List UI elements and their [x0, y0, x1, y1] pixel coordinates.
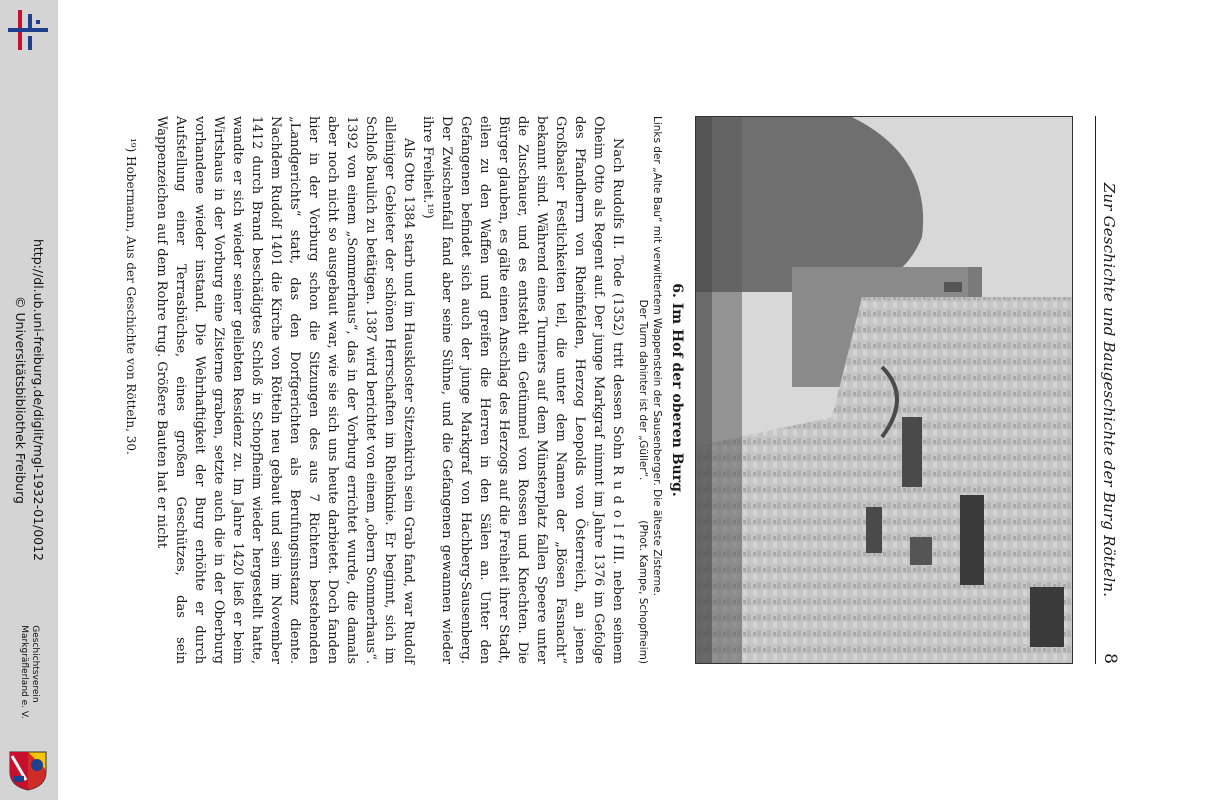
running-head	[1095, 116, 1121, 664]
viewer-sidebar	[0, 0, 58, 800]
society-line-2: Markgräflerland e. V.	[19, 625, 29, 719]
scanned-page	[124, 80, 1135, 700]
paragraph: Als Otto 1384 starb und im Hauskloster Sitzenkirch sein Grab fand, war Rudolf alleiniger Gebieter der schönen Herrschaften im Rheinknie. Er beginnt, sich im Schloß baulich zu betätigen. 1387 wird berichtet von einem „obern Sommerhaus“. 1392 von einem „Sommerhaus“, das in der Vorburg errichtet wurde, die damals aber noch nicht so ausgebaut war, wie sie sich uns heute darbietet. Doch fanden hier in der Vorburg schon die Sitzungen des aus 7 Richtern bestehenden „Landgerichts“ statt, das den Dorfgerichten als Berufungsinstanz diente. Nachdem Rudolf 1401 die Kirche von Rötteln neu gebaut und sein im November 1412 durch Brand beschädigtes Schloß in Schopfheim wieder hergestellt hatte, wandte er sich wieder seiner geliebten Residenz zu. Im Jahre 1420 ließ er beim Wirtshaus in der Vorburg eine Zisterne graben, setzte auch die in der Oberburg vorhandene wieder instand. Die Wehrhaftigkeit der Burg erhöhte er durch Aufstellung einer Terrasbüchse, eines großen Geschützes, das sein Wappenzeichen auf dem Rohre trug. Größere Bauten hat er nicht	[154, 116, 416, 664]
permalink-block	[11, 239, 47, 561]
society-line-1: Geschichtsverein	[30, 625, 40, 703]
society-name	[18, 625, 40, 718]
photo-caption-line-1: Links der „Alte Bau“ mit verwittertem Wappenstein der Sausenberger. Die älteste Zisterne.	[651, 116, 663, 596]
castle-courtyard-photo	[695, 116, 1073, 664]
photo-caption-tower: Der Turm dahinter ist der „Güller“.	[637, 299, 649, 481]
photo-caption-line-2	[637, 116, 649, 664]
ub-freiburg-logo-icon	[6, 8, 50, 52]
photo-drawing	[695, 117, 1072, 664]
paragraph: Nach Rudolfs II. Tode (1352) tritt dessen Sohn R u d o l f III. neben seinem Oheim Otto als Regent auf. Der junge Markgraf nimmt im Jahre 1376 im Gefolge des Pfandherrn von Rheinfelden, Herzog Leopolds von Österreich, an jenen Großbasler Festlichkeiten teil, die unter dem Namen der „Bösen Fasnacht“ bekannt sind. Während eines Turniers auf dem Münsterplatz fallen Speere unter die Zuschauer, und es entsteht ein Getümmel von Rossen und Knechten. Die Bürger glauben, es gälte einen Anschlag des Herzogs auf die Freiheit ihrer Stadt, eilen zu den Waffen und greifen die Herren in den Sälen an. Unter den Gefangenen befindet sich auch der junge Markgraf von Hachberg-Sausenberg. Der Zwischenfall fand aber seine Sühne, und die Gefangenen gewannen wieder ihre Freiheit.¹⁹)	[420, 116, 625, 664]
permalink-url[interactable]: http://dl.ub.uni-freiburg.de/diglit/mgl-1932-01/0012	[31, 238, 46, 562]
photo-caption-title: 6. Im Hof der oberen Burg.	[669, 283, 685, 497]
photo-credit: (Phot. Kampe, Schopfheim)	[637, 520, 649, 664]
coat-of-arms-icon	[6, 750, 50, 792]
copyright-notice: © Universitätsbibliothek Freiburg	[13, 296, 28, 504]
footnote: ¹⁹) Hobermann, Aus der Geschichte von Rötteln, 30.	[124, 138, 138, 455]
running-head-title: Zur Geschichte und Baugeschichte der Burg Rötteln.	[1100, 182, 1118, 598]
body-text	[152, 116, 627, 664]
page-number: 8	[1100, 653, 1120, 664]
